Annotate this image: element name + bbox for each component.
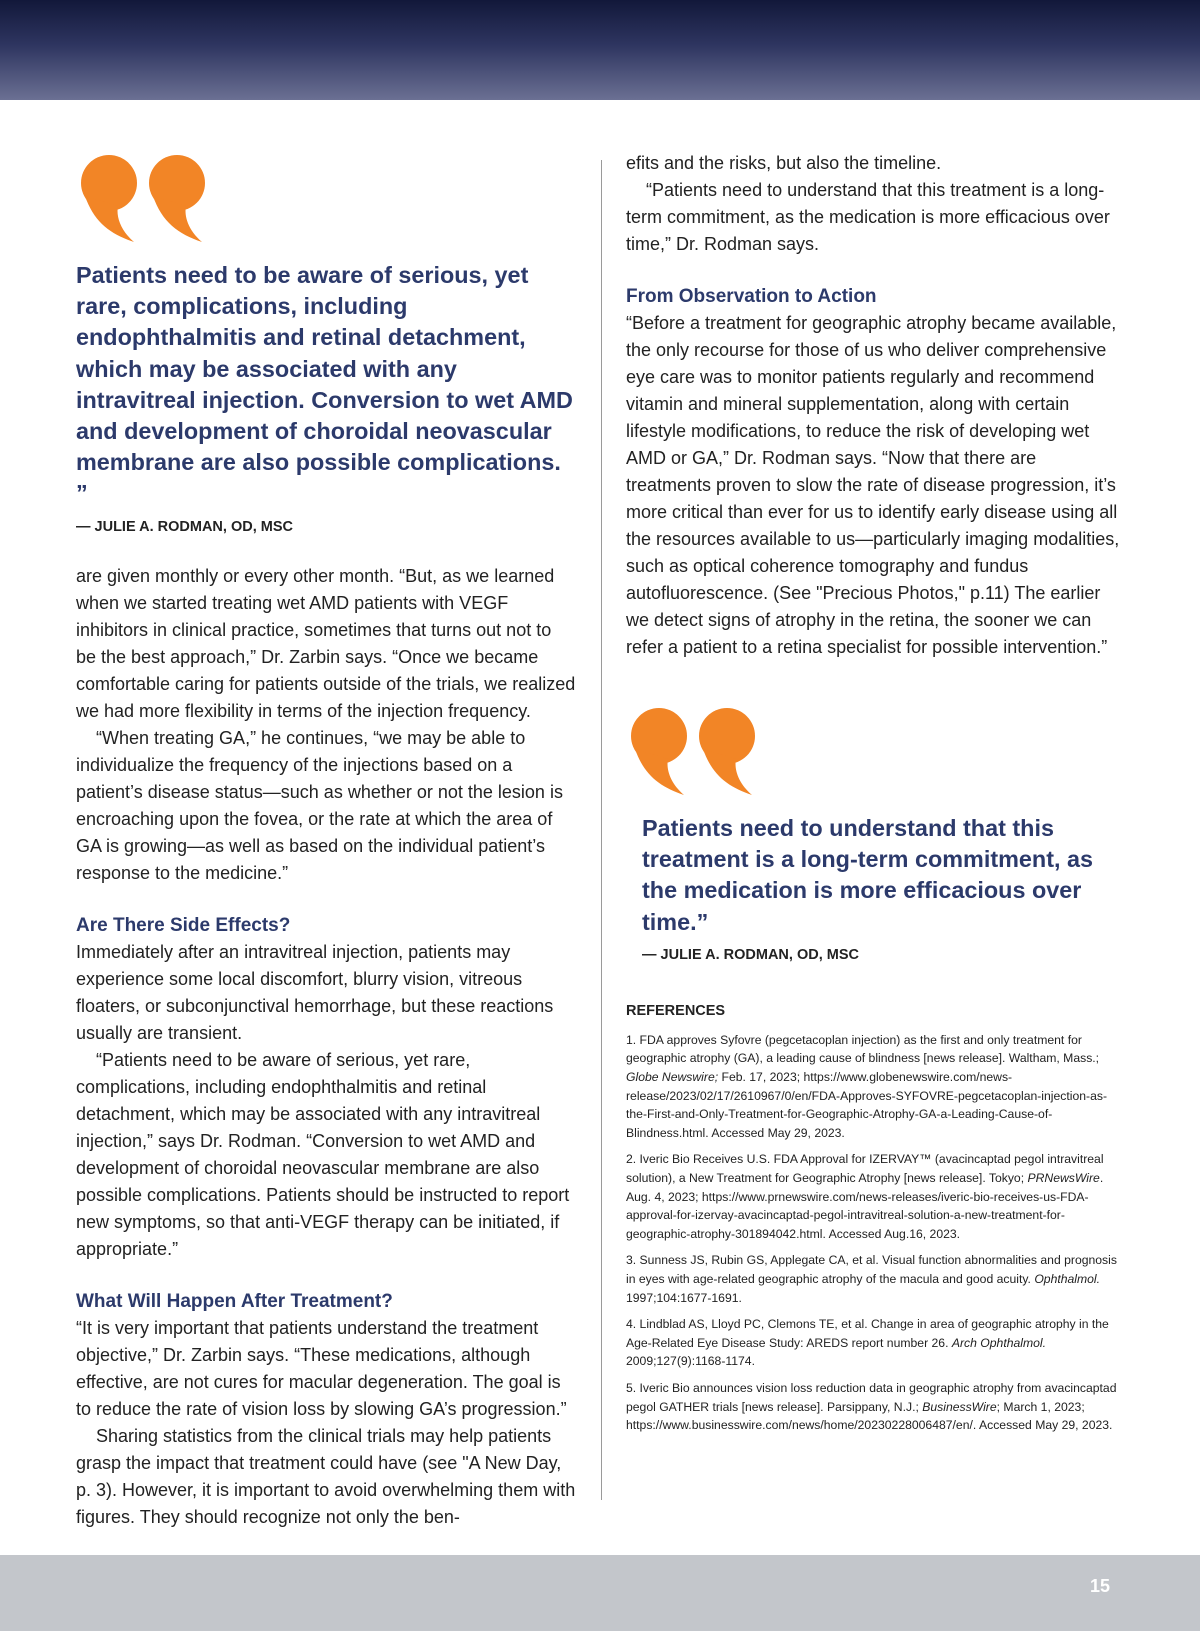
right-column — [626, 150, 1126, 1443]
pull-quote-attribution-right: — JULIE A. RODMAN, OD, MSC — [642, 946, 859, 963]
references-title: REFERENCES — [626, 1002, 726, 1019]
page-number: 15 — [1089, 1576, 1110, 1596]
reference-item: 1. FDA approves Syfovre (pegcetacoplan injection) as the first and only treatment for geographic atrophy (GA), a leading cause of blindness [news release]. Waltham, Mass.; Globe Newswire; Feb. 17, 2023; https://www.globenewswire.com/news-release/2023/02/17/2610967/0/en/FDA-Approves-SYFOVRE-pegcetacoplan-injection-as-the-First-and-Only-Treatment-for-Geographic-Atrophy-GA-a-Leading-Cause-of-Blindness.html. Accessed May 29, 2023. — [626, 1032, 1108, 1140]
reference-item: 3. Sunness JS, Rubin GS, Applegate CA, et al. Visual function abnormalities and prognosis in eyes with age-related geographic atrophy of the macula and good acuity. Ophthalmol. 1997;104:1677-1691. — [626, 1253, 1117, 1305]
paragraph: Sharing statistics from the clinical trials may help patients grasp the impact that treatment could have (see "A New Day, p. 3). However, it is important to avoid overwhelming them with figures. They should recognize not only the ben- — [76, 1425, 576, 1527]
footer-band — [0, 1555, 1200, 1631]
reference-item: 5. Iveric Bio announces vision loss reduction data in geographic atrophy from avacincaptad pegol GATHER trials [news release]. Parsippany, N.J.; BusinessWire; March 1, 2023; https://www.businesswire.com/news/home/20230228006487/en/. Accessed May 29, 2023. — [626, 1380, 1117, 1433]
left-column — [76, 150, 576, 1531]
column-divider — [601, 160, 602, 1500]
paragraph: are given monthly or every other month. “But, as we learned when we started treating wet AMD patients with VEGF inhibitors in clinical practice, sometimes that turns out not to be the best approach,” Dr. Zarbin says. “Once we became comfortable caring for patients outside of the trials, we realized we had more flexibility in terms of the injection frequency. — [76, 565, 576, 721]
paragraph: efits and the risks, but also the timeline. — [626, 153, 942, 173]
body-section-1 — [76, 563, 576, 887]
reference-item: 2. Iveric Bio Receives U.S. FDA Approval for IZERVAY™ (avacincaptad pegol intravitreal solution), a New Treatment for Geographic Atrophy [news release]. Tokyo; PRNewsWire. Aug. 4, 2023; https://www.prnewswire.com/news-releases/iveric-bio-receives-us-FDA-approval-for-izervay-avacincaptad-pegol-intravitreal-solution-a-new-treatment-for-geographic-atrophy-301894042.html. Accessed Aug.16, 2023. — [626, 1152, 1104, 1241]
reference-item: 4. Lindblad AS, Lloyd PC, Clemons TE, et al. Change in area of geographic atrophy in the Age-Related Eye Disease Study: AREDS report number 26. Arch Ophthalmol. 2009;127(9):1168-1174. — [626, 1317, 1109, 1369]
pull-quote-right: Patients need to understand that this treatment is a long-term commitment, as the medication is more efficacious over time.” — [642, 815, 1094, 935]
pull-quote-attribution-left: — JULIE A. RODMAN, OD, MSC — [76, 518, 293, 535]
header-band — [0, 0, 1200, 100]
heading-after-treatment: What Will Happen After Treatment? — [76, 1290, 393, 1312]
quote-mark-icon — [76, 150, 216, 250]
paragraph: “It is very important that patients understand the treatment objective,” Dr. Zarbin says. “These medications, although effective, are not cures for macular degeneration. The goal is to reduce the rate of vision loss by slowing GA’s progression.” — [76, 1317, 567, 1419]
body-section-3 — [76, 1315, 576, 1531]
body-section-4 — [626, 150, 1126, 258]
heading-side-effects: Are There Side Effects? — [76, 914, 291, 936]
body-section-2 — [76, 939, 576, 1263]
paragraph: “Before a treatment for geographic atrophy became available, the only recourse for those of us who deliver comprehensive eye care was to monitor patients regularly and recommend vitamin and mineral supplementation, along with certain lifestyle modifications, to reduce the risk of developing wet AMD or GA,” Dr. Rodman says. “Now that there are treatments proven to slow the rate of disease progression, it’s more critical than ever for us to identify early disease using all the resources available to us—particularly imaging modalities, such as optical coherence tomography and fundus autofluorescence. (See "Precious Photos," p.11) The earlier we detect signs of atrophy in the retina, the sooner we can refer a patient to a retina specialist for possible intervention.” — [626, 313, 1120, 657]
paragraph: “Patients need to understand that this treatment is a long-term commitment, as the medication is more efficacious over time,” Dr. Rodman says. — [626, 180, 1110, 254]
heading-observation: From Observation to Action — [626, 286, 877, 307]
paragraph: “Patients need to be aware of serious, yet rare, complications, including endophthalmitis and retinal detachment, which may be associated with any intravitreal injection,” says Dr. Rodman. “Conversion to wet AMD and development of choroidal neovascular membrane are also possible complications. Patients should be instructed to report new symptoms, so that anti-VEGF therapy can be initiated, if appropriate.” — [76, 1049, 570, 1259]
body-section-5 — [626, 310, 1126, 661]
quote-mark-icon — [626, 703, 766, 803]
references-section — [626, 1003, 1126, 1435]
paragraph: “When treating GA,” he continues, “we may be able to individualize the frequency of the injections based on a patient’s disease status—such as whether or not the lesion is encroaching upon the fovea, or the rate at which the area of GA is growing—as well as based on the individual patient’s response to the medicine.” — [76, 727, 563, 883]
pull-quote-left: Patients need to be aware of serious, yet rare, complications, including endophthalmitis and retinal detachment, which may be associated with any intravitreal injection. Conversion to wet AMD and development of choroidal neovascular membrane are also possible complications. ” — [76, 262, 573, 507]
paragraph: Immediately after an intravitreal injection, patients may experience some local discomfort, blurry vision, vitreous floaters, or subconjunctival hemorrhage, but these reactions usually are transient. — [76, 941, 554, 1043]
